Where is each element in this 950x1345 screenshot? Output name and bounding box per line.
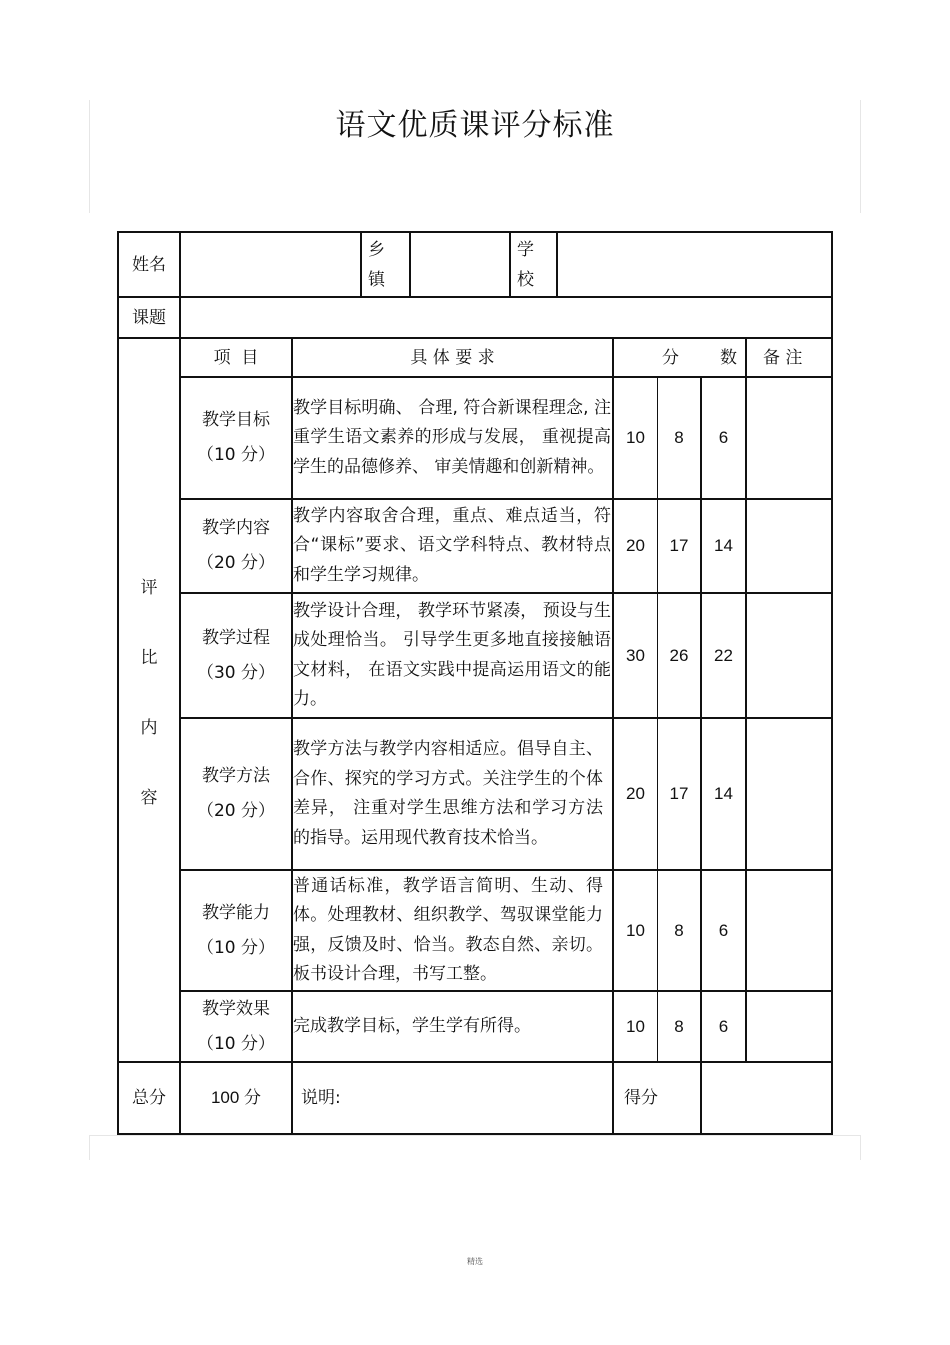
- criterion-name: 教学目标: [202, 410, 270, 430]
- criterion-points: （20 分）: [196, 801, 276, 821]
- criterion-requirement: 普通话标准，教学语言简明、生动、得体。处理教材、组织教学、驾驭课堂能力强，反馈及时、恰当。教态自然、亲切。板书设计合理，书写工整。: [293, 875, 603, 984]
- criterion-item: [181, 992, 291, 1061]
- column-header-score-left: 分: [662, 347, 679, 368]
- criterion-item: [181, 378, 291, 498]
- score-form-table: [117, 231, 833, 1135]
- score-option: 6: [718, 920, 729, 940]
- criterion-item: [181, 719, 291, 869]
- section-label: [119, 553, 179, 843]
- topic-label: 课题: [132, 307, 166, 328]
- score-option: 20: [626, 784, 645, 803]
- column-header-requirement: 具 体 要 求: [410, 347, 495, 368]
- score-option: 8: [674, 1016, 684, 1036]
- section-label-char: 评: [140, 578, 158, 598]
- town-label: [362, 233, 409, 296]
- name-label: 姓名: [132, 254, 166, 275]
- criterion-points: （10 分）: [196, 1033, 276, 1054]
- score-option: 17: [669, 784, 689, 803]
- column-header-score-right: 数: [720, 347, 737, 368]
- final-score-field[interactable]: [702, 1063, 831, 1133]
- criterion-requirement: 教学方法与教学内容相适应。倡导自主、合作、探究的学习方式。关注学生的个体差异， 注重对学生思维方法和学习方法的指导。运用现代教育技术恰当。: [293, 739, 603, 848]
- topic-value-field[interactable]: [181, 298, 831, 337]
- town-value-field[interactable]: [411, 233, 509, 296]
- criterion-name: 教学效果: [202, 998, 270, 1019]
- column-header-remark: 备 注: [763, 347, 803, 368]
- remark-field[interactable]: [747, 871, 831, 990]
- criterion-requirement: 教学内容取舍合理，重点、难点适当，符合“课标”要求、语文学科特点、教材特点和学生学习规律。: [293, 505, 611, 585]
- score-option: 10: [626, 1016, 645, 1036]
- criterion-requirement: 完成教学目标，学生学有所得。: [293, 1015, 531, 1036]
- criterion-points: （10 分）: [196, 937, 276, 958]
- school-label-bottom: 校: [517, 269, 534, 290]
- score-option: 14: [714, 536, 733, 555]
- page-frame-line: [860, 1135, 861, 1160]
- score-option: 6: [718, 1016, 729, 1036]
- note-label: 说明:: [301, 1088, 341, 1108]
- remark-field[interactable]: [747, 500, 831, 592]
- criterion-points: （30 分）: [196, 662, 276, 683]
- score-option: 14: [714, 784, 733, 803]
- town-label-bottom: 镇: [368, 269, 385, 290]
- school-value-field[interactable]: [558, 233, 831, 296]
- page-frame-line: [89, 1135, 861, 1136]
- page-frame-line: [89, 1135, 90, 1160]
- criterion-item: [181, 594, 291, 717]
- score-option: 10: [626, 920, 645, 940]
- section-label-char: 内: [140, 718, 158, 738]
- score-option: 8: [674, 428, 684, 447]
- score-option: 30: [626, 645, 645, 665]
- criterion-points: （10 分）: [196, 445, 276, 465]
- score-label: 得分: [624, 1088, 658, 1108]
- total-label: 总分: [132, 1088, 166, 1108]
- page-footer: 精选: [467, 1257, 483, 1266]
- criterion-requirement: 教学目标明确、 合理, 符合新课程理念, 注重学生语文素养的形成与发展， 重视提高学生的品德修养、 审美情趣和创新精神。: [293, 397, 611, 477]
- criterion-points: （20 分）: [196, 553, 276, 573]
- criterion-name: 教学内容: [202, 518, 270, 538]
- criterion-name: 教学能力: [202, 902, 270, 923]
- remark-field[interactable]: [747, 719, 831, 869]
- score-option: 17: [669, 536, 689, 555]
- remark-field[interactable]: [747, 594, 831, 717]
- criterion-name: 教学过程: [202, 627, 270, 648]
- criterion-name: 教学方法: [202, 766, 270, 786]
- school-label-top: 学: [517, 239, 534, 260]
- section-label-char: 容: [140, 788, 158, 808]
- score-option: 6: [718, 428, 729, 447]
- remark-field[interactable]: [747, 992, 831, 1061]
- score-option: 26: [669, 645, 689, 665]
- criterion-item: [181, 871, 291, 990]
- section-label-char: 比: [140, 648, 158, 668]
- column-header-item: 项 目: [213, 347, 259, 368]
- name-value-field[interactable]: [181, 233, 360, 296]
- total-value: 100 分: [210, 1088, 262, 1107]
- town-label-top: 乡: [368, 239, 385, 260]
- column-header-score: [614, 339, 745, 376]
- score-option: 22: [714, 645, 733, 665]
- criterion-requirement: 教学设计合理， 教学环节紧凑， 预设与生成处理恰当。 引导学生更多地直接接触语文材料， 在语文实践中提高运用语文的能力。: [293, 600, 611, 709]
- school-label: [511, 233, 556, 296]
- score-option: 8: [674, 920, 684, 940]
- remark-field[interactable]: [747, 378, 831, 498]
- score-option: 10: [626, 428, 645, 447]
- criterion-item: [181, 500, 291, 592]
- page-title: 语文优质课评分标准: [335, 108, 615, 143]
- score-option: 20: [626, 536, 645, 555]
